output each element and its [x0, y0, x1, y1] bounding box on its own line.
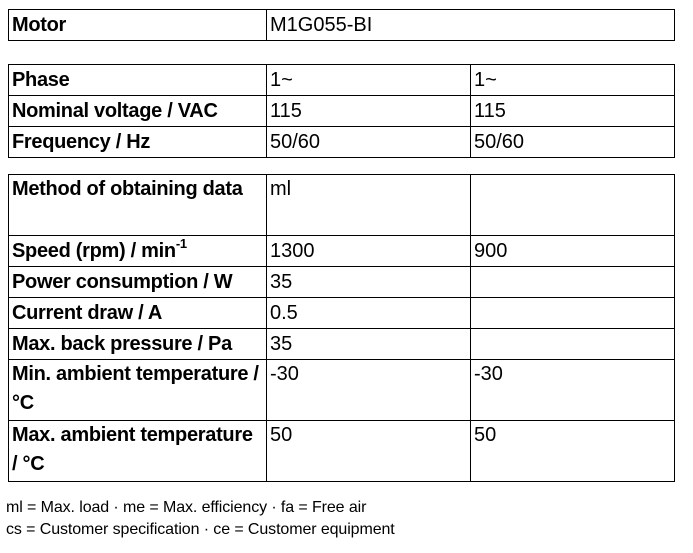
phase-value-2: 1~: [471, 65, 675, 96]
motor-value: M1G055-BI: [267, 10, 675, 41]
phase-row: [9, 65, 675, 96]
min-ambient-label: Min. ambient temperature / °C: [9, 360, 267, 421]
speed-label-exponent: -1: [175, 236, 187, 252]
phase-label: Phase: [9, 65, 267, 96]
max-ambient-label: Max. ambient temperature / °C: [9, 421, 267, 482]
method-value-1: ml: [267, 175, 471, 236]
method-value-2: [471, 175, 675, 236]
speed-label: Speed (rpm) / min: [12, 240, 176, 262]
footnotes: [6, 497, 395, 541]
min-ambient-row: [9, 360, 675, 421]
back-pressure-row: [9, 329, 675, 360]
footnote-line-2: cs = Customer specification · ce = Customer equipment: [6, 521, 395, 538]
max-ambient-row: [9, 421, 675, 482]
speed-value-2: 900: [471, 236, 675, 267]
voltage-label: Nominal voltage / VAC: [9, 96, 267, 127]
motor-label: Motor: [9, 10, 267, 41]
speed-value-1: 1300: [267, 236, 471, 267]
method-row: [9, 175, 675, 236]
min-ambient-value-1: -30: [267, 360, 471, 421]
frequency-value-1: 50/60: [267, 127, 471, 158]
frequency-row: [9, 127, 675, 158]
back-pressure-value-2: [471, 329, 675, 360]
power-value-1: 35: [267, 267, 471, 298]
speed-row: [9, 236, 675, 267]
max-ambient-value-1: 50: [267, 421, 471, 482]
motor-row: [9, 10, 675, 41]
voltage-row: [9, 96, 675, 127]
voltage-value-2: 115: [471, 96, 675, 127]
voltage-value-1: 115: [267, 96, 471, 127]
current-value-1: 0.5: [267, 298, 471, 329]
frequency-label: Frequency / Hz: [9, 127, 267, 158]
power-value-2: [471, 267, 675, 298]
max-ambient-value-2: 50: [471, 421, 675, 482]
current-value-2: [471, 298, 675, 329]
performance-table: [8, 174, 675, 482]
frequency-value-2: 50/60: [471, 127, 675, 158]
power-label: Power consumption / W: [9, 267, 267, 298]
current-label: Current draw / A: [9, 298, 267, 329]
electrical-table: [8, 64, 675, 158]
back-pressure-label: Max. back pressure / Pa: [9, 329, 267, 360]
motor-table: [8, 9, 675, 41]
method-label: Method of obtaining data: [9, 175, 267, 236]
back-pressure-value-1: 35: [267, 329, 471, 360]
phase-value-1: 1~: [267, 65, 471, 96]
footnote-line-1: ml = Max. load · me = Max. efficiency · fa = Free air: [6, 499, 367, 516]
speed-label-cell: [9, 236, 267, 267]
min-ambient-value-2: -30: [471, 360, 675, 421]
power-row: [9, 267, 675, 298]
current-row: [9, 298, 675, 329]
